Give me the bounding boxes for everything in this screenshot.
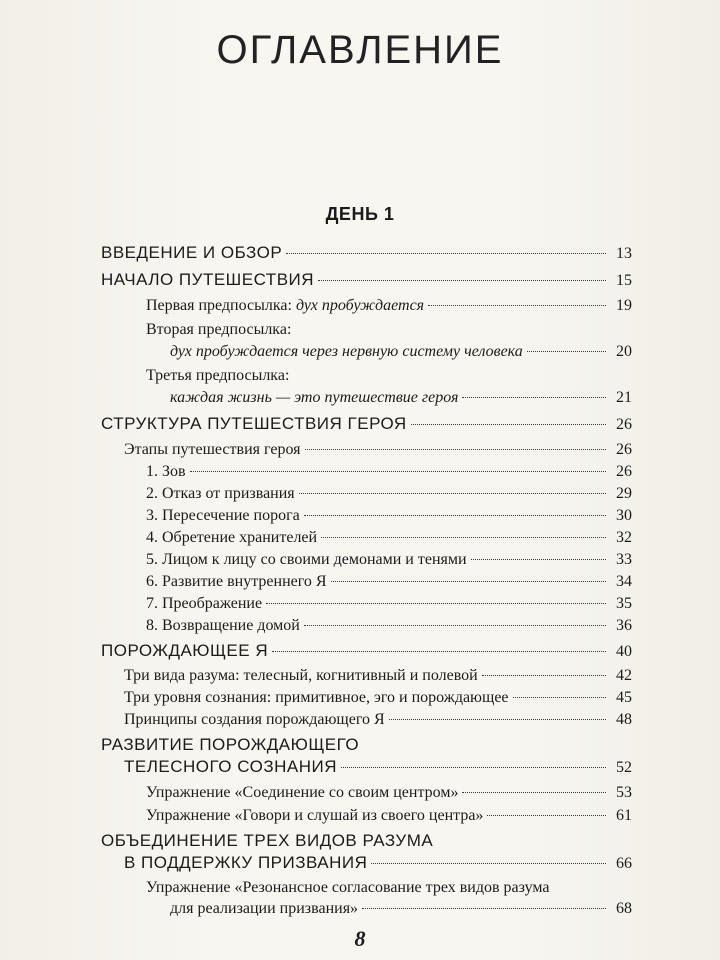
page-number-footer: 8 [354,926,366,951]
toc-page-number: 34 [616,573,632,590]
toc-entry-title: Упражнение «Резонансное согласование трех видов разума [146,879,550,896]
toc-leader-dots [462,792,606,793]
toc-page-number: 32 [616,529,632,546]
toc-page-number: 33 [616,551,632,568]
toc-leader-dots [331,581,606,582]
toc-entry-title: 4. Обретение хранителей [146,529,318,546]
toc-entry [146,616,632,636]
toc-entry [124,853,632,874]
toc-entry-title: Вторая предпосылка: [146,321,292,338]
toc-entry [124,710,632,730]
toc-leader-dots [305,449,606,450]
toc-leader-dots [471,559,606,560]
toc-entry-title: Три вида разума: телесный, когнитивный и полевой [124,667,478,684]
toc-leader-dots [362,908,606,909]
toc-leader-dots [304,515,606,516]
toc-entry-title: 8. Возвращение домой [146,617,300,634]
toc-leader-dots [190,471,606,472]
toc-entry [146,506,632,526]
toc-entry-title: Упражнение «Говори и слушай из своего центра» [146,807,484,824]
toc-entry-title: ВВЕДЕНИЕ И ОБЗОР [101,243,283,262]
toc-entry [146,462,632,482]
toc-entry-title: Третья предпосылка: [146,367,290,384]
toc-entry-title: 6. Развитие внутреннего Я [146,573,327,590]
toc-leader-dots [266,603,606,604]
toc-entry [146,783,632,803]
toc-entry [146,594,632,614]
toc-leader-dots [482,675,606,676]
toc-entry-title: 3. Пересечение порога [146,507,300,524]
toc-entry-title: Упражнение «Соединение со своим центром» [146,784,459,801]
toc-entry-title: В ПОДДЕРЖКУ ПРИЗВАНИЯ [124,853,368,872]
toc-entry-title: 2. Отказ от призвания [146,485,295,502]
toc-entry-title: ТЕЛЕСНОГО СОЗНАНИЯ [124,757,337,776]
toc-page-number: 26 [616,416,632,433]
toc-leader-dots [411,424,606,425]
toc-entry-title: дух пробуждается через нервную систему человека [170,343,523,360]
toc-entry [124,440,632,460]
toc-leader-dots [389,719,606,720]
toc-entry [101,243,632,264]
toc-page-number: 36 [616,617,632,634]
toc-leader-dots [513,697,606,698]
toc-entry-title: Принципы создания порождающего Я [124,711,385,728]
toc-page-number: 30 [616,507,632,524]
toc-page-number: 66 [616,855,632,872]
toc-entry-title: 7. Преображение [146,595,263,612]
toc-leader-dots [428,305,606,306]
toc-entry [146,550,632,570]
toc-entry [146,484,632,504]
toc-page-number: 61 [616,807,632,824]
toc-leader-dots [527,351,606,352]
toc-leader-dots [341,767,606,768]
toc-page-number: 21 [616,389,632,406]
toc-leader-dots [318,280,606,281]
toc-leader-dots [321,537,606,538]
toc-entry [170,899,632,919]
toc-entry-prefix: Первая предпосылка: [146,297,296,314]
toc-entry [101,641,632,662]
toc-leader-dots [462,397,606,398]
toc-page-number: 35 [616,595,632,612]
toc-entry [124,666,632,686]
toc-leader-dots [299,493,606,494]
toc-leader-dots [272,651,606,652]
toc-entry-title: каждая жизнь — это путешествие героя [170,389,459,406]
toc-entry-title: 5. Лицом к лицу со своими демонами и тенями [146,551,467,568]
toc-entry [146,806,632,826]
toc-page-number: 42 [616,667,632,684]
toc-entry-title: ПОРОЖДАЮЩЕЕ Я [101,641,269,660]
toc-entry [124,688,632,708]
toc-leader-dots [487,815,606,816]
toc-entry-italic: дух пробуждается [295,297,425,314]
toc-page-number: 68 [616,900,632,917]
toc-entry [124,757,632,778]
toc-entry-title: ОБЪЕДИНЕНИЕ ТРЕХ ВИДОВ РАЗУМА [101,831,434,850]
toc-entry [146,296,632,316]
toc-page-number: 26 [616,463,632,480]
toc-entry-title: СТРУКТУРА ПУТЕШЕСТВИЯ ГЕРОЯ [101,414,407,433]
toc-entry [146,528,632,548]
toc-page-number: 15 [616,272,632,289]
toc-entry-title: НАЧАЛО ПУТЕШЕСТВИЯ [101,270,315,289]
toc-page-number: 40 [616,643,632,660]
toc-entry [101,270,632,291]
toc-entry-title [146,296,424,316]
toc-entry-title: Этапы путешествия героя [124,441,301,458]
toc-page-number: 48 [616,711,632,728]
toc-entry-title: для реализации призвания» [170,900,359,917]
toc-entry-title: РАЗВИТИЕ ПОРОЖДАЮЩЕГО [101,735,360,754]
toc-entry [146,572,632,592]
toc-page-number: 19 [616,297,632,314]
toc-page-number: 20 [616,343,632,360]
toc-entry-title: Три уровня сознания: примитивное, эго и порождающее [124,689,509,706]
toc-entry [101,414,632,435]
toc-page-number: 29 [616,485,632,502]
toc-page-number: 52 [616,759,632,776]
toc-entry [170,388,632,408]
day-heading: ДЕНЬ 1 [325,204,395,224]
toc-entry-title: 1. Зов [146,463,186,480]
toc-leader-dots [286,253,606,254]
contents-heading: ОГЛАВЛЕНИЕ [216,28,504,72]
toc-page-number: 26 [616,441,632,458]
toc-page-number: 13 [616,245,632,262]
toc-page-number: 53 [616,784,632,801]
toc-leader-dots [371,863,606,864]
toc-leader-dots [304,625,606,626]
toc-entry [170,342,632,362]
toc-page-number: 45 [616,689,632,706]
